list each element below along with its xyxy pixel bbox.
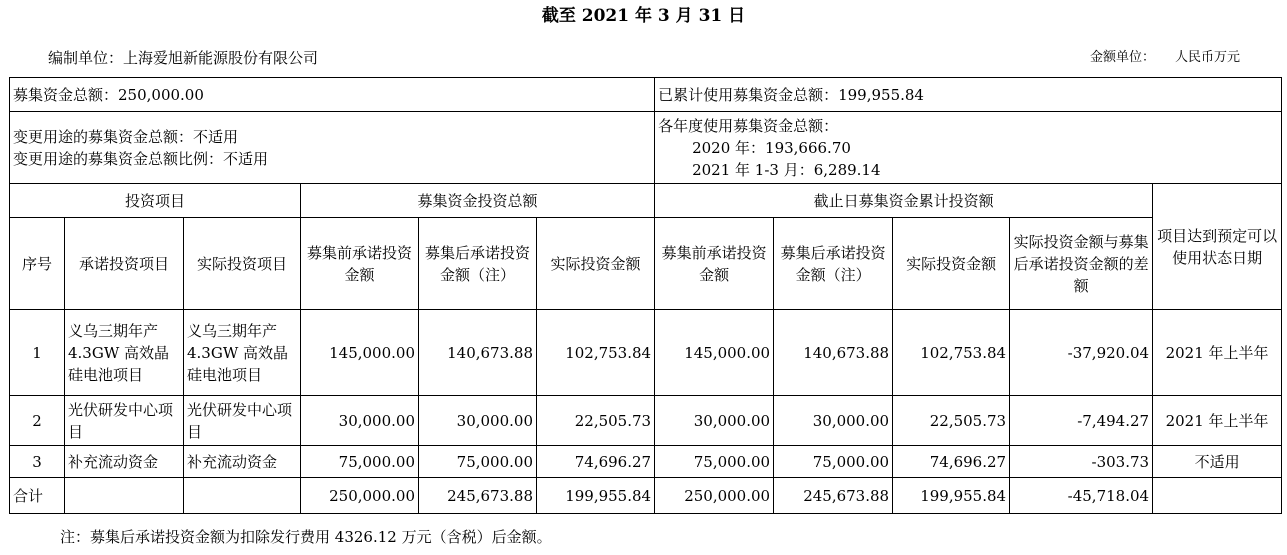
row-seq: 1 [10, 310, 65, 396]
row-pre-commit: 30,000.00 [301, 396, 419, 446]
header-column-row [10, 218, 1282, 310]
report-title: 截至 2021 年 3 月 31 日 [541, 6, 746, 26]
header-total-investment: 募集资金投资总额 [301, 184, 655, 218]
row-cum-post-commit: 75,000.00 [774, 446, 893, 478]
row-actual-project: 补充流动资金 [184, 446, 301, 478]
row-pre-commit: 75,000.00 [301, 446, 419, 478]
header-ready-date: 项目达到预定可以使用状态日期 [1153, 184, 1282, 310]
row-diff: -37,920.04 [1010, 310, 1153, 396]
changed-total: 变更用途的募集资金总额：不适用 [13, 127, 239, 146]
yearly-2021: 2021 年 1-3 月：6,289.14 [692, 160, 881, 179]
total-diff: -45,718.04 [1010, 478, 1153, 514]
total-label: 合计 [10, 478, 65, 514]
row-cum-actual: 74,696.27 [893, 446, 1010, 478]
row-ready-date: 2021 年上半年 [1153, 310, 1282, 396]
row-cum-actual: 22,505.73 [893, 396, 1010, 446]
fund-usage-table [9, 77, 1282, 514]
total-actual-amount: 199,955.84 [537, 478, 655, 514]
row-actual-amount: 74,696.27 [537, 446, 655, 478]
row-diff: -303.73 [1010, 446, 1153, 478]
total-post-commit: 245,673.88 [419, 478, 537, 514]
header-post-commit: 募集后承诺投资金额（注） [419, 218, 537, 310]
amount-unit-value: 人民币万元 [1174, 50, 1240, 65]
amount-unit-label: 金额单位： [1089, 50, 1155, 65]
row-cum-pre-commit: 75,000.00 [655, 446, 774, 478]
row-post-commit: 140,673.88 [419, 310, 537, 396]
row-actual-project: 义乌三期年产 4.3GW 高效晶硅电池项目 [184, 310, 301, 396]
row-actual-amount: 22,505.73 [537, 396, 655, 446]
row-committed-project: 义乌三期年产 4.3GW 高效晶硅电池项目 [65, 310, 184, 396]
row-seq: 2 [10, 396, 65, 446]
total-cum-actual: 199,955.84 [893, 478, 1010, 514]
table-row [10, 396, 1282, 446]
header-seq: 序号 [10, 218, 65, 310]
total-pre-commit: 250,000.00 [301, 478, 419, 514]
row-cum-post-commit: 140,673.88 [774, 310, 893, 396]
total-cum-pre-commit: 250,000.00 [655, 478, 774, 514]
row-post-commit: 30,000.00 [419, 396, 537, 446]
yearly-2020: 2020 年：193,666.70 [692, 138, 851, 157]
header-diff: 实际投资金额与募集后承诺投资金额的差额 [1010, 218, 1153, 310]
row-actual-project: 光伏研发中心项目 [184, 396, 301, 446]
total-empty-committed [65, 478, 184, 514]
row-cum-actual: 102,753.84 [893, 310, 1010, 396]
amount-unit [1090, 49, 1240, 67]
header-pre-commit: 募集前承诺投资金额 [301, 218, 419, 310]
total-cum-post-commit: 245,673.88 [774, 478, 893, 514]
header-cumulative-investment: 截止日募集资金累计投资额 [655, 184, 1153, 218]
header-cum-pre-commit: 募集前承诺投资金额 [655, 218, 774, 310]
row-diff: -7,494.27 [1010, 396, 1153, 446]
header-actual-project: 实际投资项目 [184, 218, 301, 310]
row-cum-post-commit: 30,000.00 [774, 396, 893, 446]
header-group-row [10, 184, 1282, 218]
row-committed-project: 补充流动资金 [65, 446, 184, 478]
total-raised: 募集资金总额：250,000.00 [10, 78, 655, 112]
row-committed-project: 光伏研发中心项目 [65, 396, 184, 446]
changed-ratio: 变更用途的募集资金总额比例：不适用 [13, 149, 269, 168]
table-row [10, 310, 1282, 396]
total-empty-date [1153, 478, 1282, 514]
yearly-usage-block [655, 112, 1282, 184]
compiling-unit: 编制单位：上海爱旭新能源股份有限公司 [48, 49, 319, 67]
header-committed-project: 承诺投资项目 [65, 218, 184, 310]
footnote: 注：募集后承诺投资金额为扣除发行费用 4326.12 万元（含税）后金额。 [60, 528, 552, 546]
header-cum-post-commit: 募集后承诺投资金额（注） [774, 218, 893, 310]
total-empty-actual [184, 478, 301, 514]
summary-row-2 [10, 112, 1282, 184]
row-post-commit: 75,000.00 [419, 446, 537, 478]
row-ready-date: 2021 年上半年 [1153, 396, 1282, 446]
header-investment-project: 投资项目 [10, 184, 301, 218]
row-cum-pre-commit: 30,000.00 [655, 396, 774, 446]
summary-row-1 [10, 78, 1282, 112]
row-pre-commit: 145,000.00 [301, 310, 419, 396]
yearly-title: 各年度使用募集资金总额： [658, 116, 839, 135]
cumulative-used: 已累计使用募集资金总额：199,955.84 [655, 78, 1282, 112]
header-cum-actual: 实际投资金额 [893, 218, 1010, 310]
row-seq: 3 [10, 446, 65, 478]
row-actual-amount: 102,753.84 [537, 310, 655, 396]
table-row [10, 446, 1282, 478]
row-cum-pre-commit: 145,000.00 [655, 310, 774, 396]
changed-use-block [10, 112, 655, 184]
total-row [10, 478, 1282, 514]
row-ready-date: 不适用 [1153, 446, 1282, 478]
header-actual-amount: 实际投资金额 [537, 218, 655, 310]
